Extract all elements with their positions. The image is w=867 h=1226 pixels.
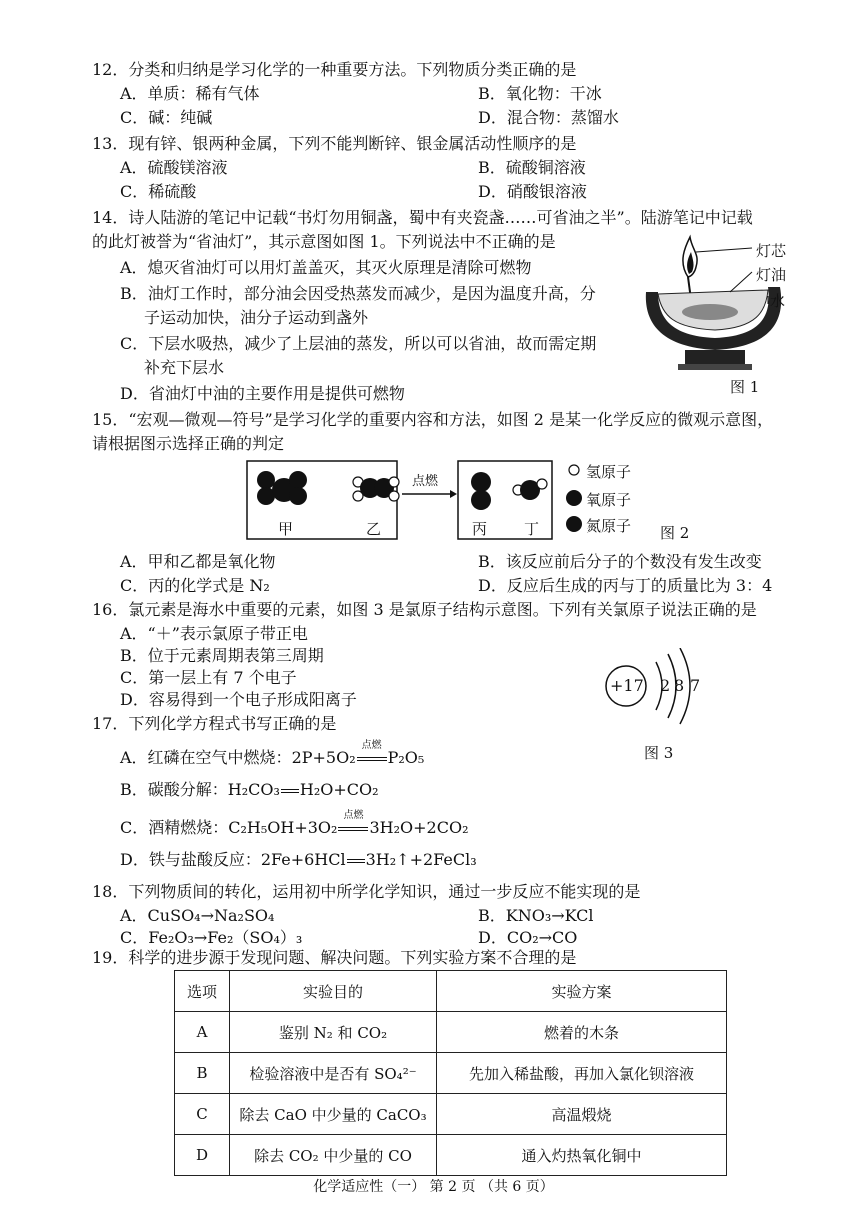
q17-stem: 17．下列化学方程式书写正确的是 xyxy=(92,714,337,733)
table-cell: C xyxy=(175,1094,230,1135)
q14-stem-line1: 14．诗人陆游的笔记中记载“书灯勿用铜盏，蜀中有夹瓷盏……可省油之半”。陆游笔记中记载 xyxy=(92,208,753,227)
table-cell: B xyxy=(175,1053,230,1094)
q17-option-b xyxy=(120,780,379,800)
q13-option-b: B．硫酸铜溶液 xyxy=(478,158,586,177)
q16-option-d: D．容易得到一个电子形成阳离子 xyxy=(120,690,357,709)
q12-option-c: C．碱：纯碱 xyxy=(120,108,213,127)
table-cell: 检验溶液中是否有 SO₄²⁻ xyxy=(230,1053,437,1094)
q15-stem-line1: 15．“宏观—微观—符号”是学习化学的重要内容和方法，如图 2 是某一化学反应的微观示意图， xyxy=(92,410,774,429)
fig2-legend-markers xyxy=(564,460,584,534)
q18-stem: 18．下列物质间的转化，运用初中所学化学知识，通过一步反应不能实现的是 xyxy=(92,882,641,901)
table-cell: 除去 CaO 中少量的 CaCO₃ xyxy=(230,1094,437,1135)
table-header-plan: 实验方案 xyxy=(437,971,727,1012)
q15-option-d: D．反应后生成的丙与丁的质量比为 3：4 xyxy=(478,576,773,595)
fig3-shell2: 8 xyxy=(674,676,685,695)
q17-a-right: P₂O₅ xyxy=(387,748,425,767)
fig3-nucleus: +17 xyxy=(610,676,644,695)
q14-option-b-line1: B．油灯工作时，部分油会因受热蒸发而减少，是因为温度升高，分 xyxy=(120,284,596,303)
table-row xyxy=(175,1094,727,1135)
q18-option-c: C．Fe₂O₃→Fe₂（SO₄）₃ xyxy=(120,928,303,947)
q15-option-c: C．丙的化学式是 N₂ xyxy=(120,576,270,595)
q17-a-cond: 点燃 xyxy=(361,740,382,751)
fig2-label-bing: 丙 xyxy=(472,520,488,538)
fig2-legend-hydrogen: 氢原子 xyxy=(586,463,632,481)
q17-c-cond: 点燃 xyxy=(343,810,364,821)
q18-option-a: A．CuSO₄→Na₂SO₄ xyxy=(120,906,275,925)
q17-a-left: 2P+5O₂ xyxy=(291,748,356,767)
q17-d-sign xyxy=(347,859,365,863)
q17-b-right: H₂O+CO₂ xyxy=(299,780,379,799)
fig2-arrow-condition: 点燃 xyxy=(412,474,439,489)
table-cell: 燃着的木条 xyxy=(437,1012,727,1053)
q14-option-b-line2: 子运动加快，油分子运动到盏外 xyxy=(144,308,369,327)
q12-stem: 12．分类和归纳是学习化学的一种重要方法。下列物质分类正确的是 xyxy=(92,60,577,79)
table-header-row xyxy=(175,971,727,1012)
table-cell: 通入灼热氧化铜中 xyxy=(437,1135,727,1176)
q17-d-right: 3H₂↑+2FeCl₃ xyxy=(365,850,477,869)
q13-option-a: A．硫酸镁溶液 xyxy=(120,158,228,177)
q17-c-prefix: C．酒精燃烧： xyxy=(120,818,229,837)
q19-stem: 19．科学的进步源于发现问题、解决问题。下列实验方案不合理的是 xyxy=(92,948,577,967)
page-footer: 化学适应性（一） 第 2 页 （共 6 页） xyxy=(313,1179,554,1195)
q15-option-b: B．该反应前后分子的个数没有发生改变 xyxy=(478,552,762,571)
fig2-legend-oxygen: 氧原子 xyxy=(586,491,632,509)
q17-d-left: 2Fe+6HCl xyxy=(260,850,346,869)
q17-a-prefix: A．红磷在空气中燃烧： xyxy=(120,748,292,767)
q16-option-b: B．位于元素周期表第三周期 xyxy=(120,646,324,665)
q16-option-c: C．第一层上有 7 个电子 xyxy=(120,668,297,687)
fig2-label-jia: 甲 xyxy=(278,520,294,538)
q17-option-c xyxy=(120,810,469,838)
q18-option-b: B．KNO₃→KCl xyxy=(478,906,594,925)
q17-b-left: H₂CO₃ xyxy=(227,780,280,799)
fig1-caption: 图 1 xyxy=(730,378,760,396)
table-cell: 鉴别 N₂ 和 CO₂ xyxy=(230,1012,437,1053)
q15-option-a: A．甲和乙都是氧化物 xyxy=(120,552,276,571)
table-row xyxy=(175,1053,727,1094)
q17-option-d xyxy=(120,850,477,870)
table-row xyxy=(175,1012,727,1053)
fig1-label-wick: 灯芯 xyxy=(756,242,787,260)
q14-option-c-line2: 补充下层水 xyxy=(144,358,225,377)
q14-option-a: A．熄灭省油灯可以用灯盖盖灭，其灭火原理是清除可燃物 xyxy=(120,258,532,277)
table-cell: 先加入稀盐酸，再加入氯化钡溶液 xyxy=(437,1053,727,1094)
q17-d-prefix: D．铁与盐酸反应： xyxy=(120,850,261,869)
fig3-shell3: 7 xyxy=(690,676,701,695)
fig2-label-yi: 乙 xyxy=(366,520,382,538)
q12-option-d: D．混合物：蒸馏水 xyxy=(478,108,619,127)
q13-option-c: C．稀硫酸 xyxy=(120,182,197,201)
experiment-table xyxy=(174,970,727,1176)
q17-option-a xyxy=(120,740,425,768)
q12-option-b: B．氧化物：干冰 xyxy=(478,84,602,103)
q17-b-prefix: B．碳酸分解： xyxy=(120,780,228,799)
q14-option-c-line1: C．下层水吸热，减少了上层油的蒸发，所以可以省油，故而需定期 xyxy=(120,334,597,353)
table-header-option: 选项 xyxy=(175,971,230,1012)
table-cell: D xyxy=(175,1135,230,1176)
q15-stem-line2: 请根据图示选择正确的判定 xyxy=(92,434,285,453)
q12-option-a: A．单质：稀有气体 xyxy=(120,84,260,103)
q17-c-left: C₂H₅OH+3O₂ xyxy=(228,818,338,837)
q17-b-sign xyxy=(281,789,299,793)
fig2-label-ding: 丁 xyxy=(524,520,540,538)
table-cell: A xyxy=(175,1012,230,1053)
fig2-caption: 图 2 xyxy=(660,524,690,542)
q17-c-right: 3H₂O+2CO₂ xyxy=(369,818,469,837)
fig2-legend-nitrogen: 氮原子 xyxy=(586,517,632,535)
table-row xyxy=(175,1135,727,1176)
fig3-shell1: 2 xyxy=(660,676,671,695)
q16-option-a: A．“＋”表示氯原子带正电 xyxy=(120,624,308,643)
fig1-label-oil: 灯油 xyxy=(756,266,787,284)
fig1-label-water: 水 xyxy=(770,292,786,310)
table-header-purpose: 实验目的 xyxy=(230,971,437,1012)
q13-stem: 13．现有锌、银两种金属，下列不能判断锌、银金属活动性顺序的是 xyxy=(92,134,577,153)
fig3-caption: 图 3 xyxy=(644,744,674,762)
q17-a-sign xyxy=(356,740,388,768)
q13-option-d: D．硝酸银溶液 xyxy=(478,182,587,201)
table-cell: 除去 CO₂ 中少量的 CO xyxy=(230,1135,437,1176)
q14-stem-line2: 的此灯被誉为“省油灯”，其示意图如图 1。下列说法中不正确的是 xyxy=(92,232,556,251)
q18-option-d: D．CO₂→CO xyxy=(478,928,578,947)
q17-c-sign xyxy=(337,810,369,838)
q14-option-d: D．省油灯中油的主要作用是提供可燃物 xyxy=(120,384,405,403)
q16-stem: 16．氯元素是海水中重要的元素，如图 3 是氯原子结构示意图。下列有关氯原子说法正确的是 xyxy=(92,600,757,619)
table-cell: 高温煅烧 xyxy=(437,1094,727,1135)
